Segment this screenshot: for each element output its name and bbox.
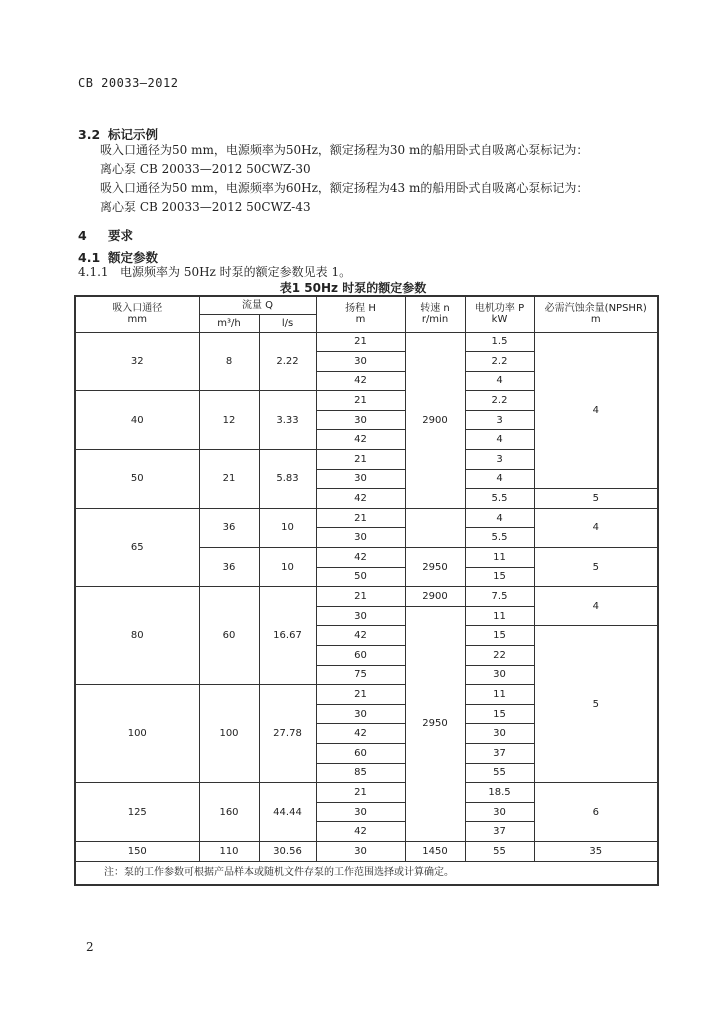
cell-inlet: 32 xyxy=(75,332,199,391)
cell-head: 85 xyxy=(316,763,405,783)
cell-head: 30 xyxy=(316,704,405,724)
cell-power: 30 xyxy=(465,724,534,744)
cell-inlet: 65 xyxy=(75,508,199,586)
section-4-heading xyxy=(78,226,133,244)
header-head-label: 扬程 H xyxy=(345,303,376,315)
page-number: 2 xyxy=(86,940,94,954)
section-title: 要求 xyxy=(108,228,134,243)
cell-head: 30 xyxy=(316,802,405,822)
header-flow: 流量 Q xyxy=(199,296,316,314)
header-flow-unit-ls: l/s xyxy=(259,314,316,332)
table-row xyxy=(75,587,658,607)
cell-npsh: 5 xyxy=(534,548,658,587)
cell-npsh: 5 xyxy=(534,626,658,783)
section-number: 4.1.1 xyxy=(78,265,109,279)
cell-head: 42 xyxy=(316,371,405,391)
cell-flow-ls: 5.83 xyxy=(259,450,316,509)
cell-power: 30 xyxy=(465,802,534,822)
table-caption: 表1 50Hz 时泵的额定参数 xyxy=(279,281,427,295)
cell-power: 55 xyxy=(465,763,534,783)
cell-npsh: 4 xyxy=(534,508,658,547)
cell-power: 5.5 xyxy=(465,528,534,548)
cell-flow-m3h: 12 xyxy=(199,391,259,450)
cell-power: 37 xyxy=(465,743,534,763)
section-text: 电源频率为 50Hz 时泵的额定参数见表 1。 xyxy=(120,265,352,279)
cell-speed: 2950 xyxy=(405,606,465,841)
cell-npsh: 35 xyxy=(534,841,658,861)
header-head xyxy=(316,296,405,332)
cell-head: 21 xyxy=(316,685,405,705)
header-npsh xyxy=(534,296,658,332)
table-row xyxy=(75,841,658,861)
cell-power: 18.5 xyxy=(465,783,534,803)
cell-flow-m3h: 8 xyxy=(199,332,259,391)
section-number: 4 xyxy=(78,228,87,243)
cell-power: 7.5 xyxy=(465,587,534,607)
cell-head: 30 xyxy=(316,606,405,626)
table-note: 注：泵的工作参数可根据产品样本或随机文件存泵的工作范围选择或计算确定。 xyxy=(75,861,658,885)
cell-head: 30 xyxy=(316,841,405,861)
cell-head: 42 xyxy=(316,548,405,568)
document-header: CB 20033—2012 xyxy=(78,76,179,90)
cell-head: 42 xyxy=(316,626,405,646)
example-line-2: 离心泵 CB 20033—2012 50CWZ-30 xyxy=(100,162,311,176)
header-speed xyxy=(405,296,465,332)
cell-power: 4 xyxy=(465,508,534,528)
table-row xyxy=(75,332,658,352)
header-npsh-label: 必需汽蚀余量(NPSHR) xyxy=(544,303,647,315)
header-power-label: 电机功率 P xyxy=(474,303,525,315)
cell-flow-ls: 10 xyxy=(259,508,316,547)
cell-speed: 2950 xyxy=(405,548,465,587)
header-row xyxy=(75,296,658,314)
header-power xyxy=(465,296,534,332)
cell-flow-ls: 10 xyxy=(259,548,316,587)
section-number: 4.1 xyxy=(78,250,101,265)
cell-npsh: 4 xyxy=(534,587,658,626)
header-speed-unit: r/min xyxy=(421,314,449,326)
table-row xyxy=(75,508,658,528)
cell-head: 21 xyxy=(316,508,405,528)
cell-flow-ls: 16.67 xyxy=(259,587,316,685)
cell-head: 42 xyxy=(316,489,405,509)
cell-power: 15 xyxy=(465,704,534,724)
cell-head: 50 xyxy=(316,567,405,587)
cell-flow-ls: 3.33 xyxy=(259,391,316,450)
cell-inlet: 80 xyxy=(75,587,199,685)
header-inlet-label: 吸入口通径 xyxy=(112,303,163,315)
cell-power: 11 xyxy=(465,548,534,568)
cell-power: 4 xyxy=(465,469,534,489)
cell-npsh: 4 xyxy=(534,332,658,489)
table-row xyxy=(75,783,658,803)
cell-head: 30 xyxy=(316,528,405,548)
cell-inlet: 40 xyxy=(75,391,199,450)
cell-power: 4 xyxy=(465,430,534,450)
cell-flow-ls: 27.78 xyxy=(259,685,316,783)
example-line-3: 吸入口通径为50 mm，电源频率为60Hz，额定扬程为43 m的船用卧式自吸离心泵标记为： xyxy=(100,181,589,195)
cell-power: 11 xyxy=(465,685,534,705)
cell-head: 30 xyxy=(316,410,405,430)
cell-power: 3 xyxy=(465,450,534,470)
rated-parameters-table xyxy=(74,295,659,886)
cell-flow-m3h: 60 xyxy=(199,587,259,685)
section-number: 3.2 xyxy=(78,127,101,142)
header-head-unit: m xyxy=(355,314,366,326)
header-speed-label: 转速 n xyxy=(420,303,450,315)
cell-flow-m3h: 21 xyxy=(199,450,259,509)
cell-flow-ls: 2.22 xyxy=(259,332,316,391)
cell-flow-ls: 30.56 xyxy=(259,841,316,861)
cell-speed: 2900 xyxy=(405,587,465,607)
header-inlet xyxy=(75,296,199,332)
cell-head: 21 xyxy=(316,783,405,803)
cell-npsh: 6 xyxy=(534,783,658,842)
cell-head: 21 xyxy=(316,587,405,607)
cell-head: 75 xyxy=(316,665,405,685)
cell-power: 15 xyxy=(465,626,534,646)
cell-head: 42 xyxy=(316,822,405,842)
cell-inlet: 150 xyxy=(75,841,199,861)
cell-flow-ls: 44.44 xyxy=(259,783,316,842)
cell-inlet: 125 xyxy=(75,783,199,842)
cell-flow-m3h: 110 xyxy=(199,841,259,861)
cell-flow-m3h: 36 xyxy=(199,548,259,587)
cell-npsh: 5 xyxy=(534,489,658,509)
section-4-1-1 xyxy=(78,263,351,280)
cell-head: 30 xyxy=(316,352,405,372)
cell-head: 60 xyxy=(316,646,405,666)
cell-power: 55 xyxy=(465,841,534,861)
section-title: 额定参数 xyxy=(108,250,159,265)
example-line-1: 吸入口通径为50 mm，电源频率为50Hz，额定扬程为30 m的船用卧式自吸离心泵标记为： xyxy=(100,143,589,157)
cell-power: 2.2 xyxy=(465,352,534,372)
example-line-4: 离心泵 CB 20033—2012 50CWZ-43 xyxy=(100,200,311,214)
cell-inlet: 50 xyxy=(75,450,199,509)
cell-power: 2.2 xyxy=(465,391,534,411)
cell-head: 42 xyxy=(316,430,405,450)
cell-head: 21 xyxy=(316,391,405,411)
header-flow-unit-m3h: m³/h xyxy=(199,314,259,332)
cell-head: 42 xyxy=(316,724,405,744)
cell-head: 21 xyxy=(316,332,405,352)
cell-power: 1.5 xyxy=(465,332,534,352)
cell-flow-m3h: 100 xyxy=(199,685,259,783)
cell-power: 30 xyxy=(465,665,534,685)
cell-head: 30 xyxy=(316,469,405,489)
header-inlet-unit: mm xyxy=(127,314,147,326)
note-row xyxy=(75,861,658,885)
cell-speed-blank xyxy=(405,508,465,547)
header-npsh-unit: m xyxy=(590,314,601,326)
cell-flow-m3h: 36 xyxy=(199,508,259,547)
cell-inlet: 100 xyxy=(75,685,199,783)
cell-power: 15 xyxy=(465,567,534,587)
cell-power: 5.5 xyxy=(465,489,534,509)
section-title: 标记示例 xyxy=(108,127,159,142)
cell-speed: 2900 xyxy=(405,332,465,508)
cell-power: 22 xyxy=(465,646,534,666)
cell-flow-m3h: 160 xyxy=(199,783,259,842)
cell-speed: 1450 xyxy=(405,841,465,861)
cell-head: 21 xyxy=(316,450,405,470)
header-power-unit: kW xyxy=(491,314,508,326)
cell-head: 60 xyxy=(316,743,405,763)
cell-power: 37 xyxy=(465,822,534,842)
cell-power: 3 xyxy=(465,410,534,430)
cell-power: 11 xyxy=(465,606,534,626)
cell-power: 4 xyxy=(465,371,534,391)
